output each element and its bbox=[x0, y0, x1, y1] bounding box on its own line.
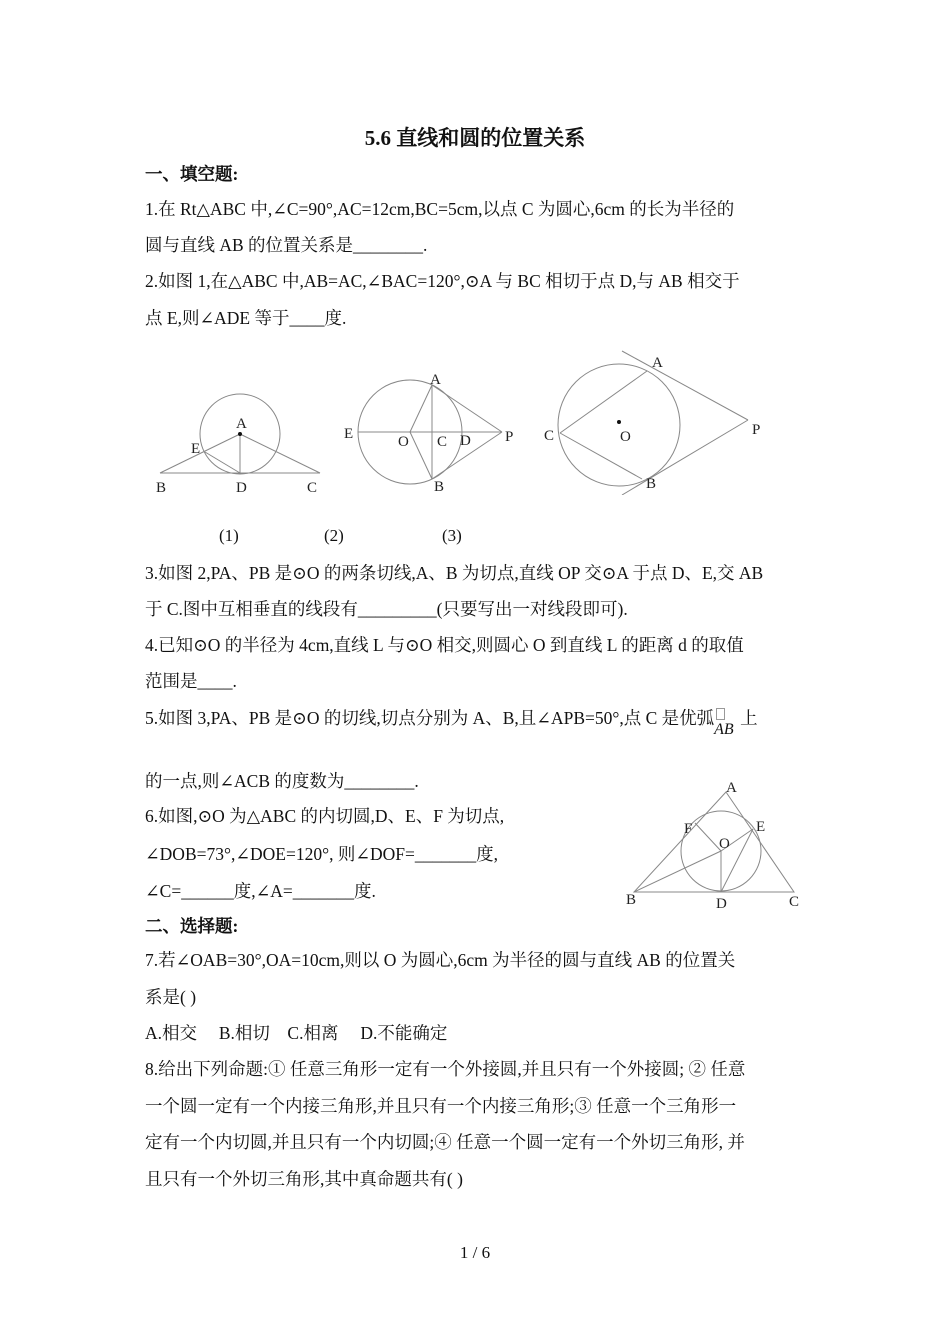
question-7-options: A.相交 B.相切 C.相离 D.不能确定 bbox=[145, 1023, 448, 1043]
fig3-label-b: B bbox=[646, 476, 657, 492]
fig6-line-ob bbox=[634, 851, 721, 892]
fig2-label-a: A bbox=[430, 372, 441, 388]
question-3-line-2: 于 C.图中互相垂直的线段有_________(只要写出一对线段即可). bbox=[145, 599, 628, 619]
fig1-center-dot bbox=[238, 432, 242, 436]
question-8-line-4: 且只有一个外切三角形,其中真命题共有( ) bbox=[145, 1169, 463, 1189]
fig2-label-d: D bbox=[460, 433, 471, 449]
question-5-text-end: 上 bbox=[740, 708, 758, 728]
question-7-line-1: 7.若∠OAB=30°,OA=10cm,则以 O 为圆心,6cm 为半径的圆与直线 AB 的位置关 bbox=[145, 950, 736, 970]
fig6-label-b: B bbox=[626, 892, 637, 908]
question-2-line-1: 2.如图 1,在△ABC 中,AB=AC,∠BAC=120°,⊙A 与 BC 相切于点 D,与 AB 相交于 bbox=[145, 271, 740, 291]
question-6-line-1: 6.如图,⊙O 为△ABC 的内切圆,D、E、F 为切点, bbox=[145, 806, 505, 826]
arc-ab-symbol bbox=[714, 706, 740, 738]
fig3-line-ca bbox=[560, 371, 647, 433]
question-8-line-2: 一个圆一定有一个内接三角形,并且只有一个内接三角形;③ 任意一个三角形一 bbox=[145, 1096, 737, 1116]
fig2-line-oa bbox=[410, 385, 432, 432]
section-heading-choice: 二、选择题: bbox=[145, 916, 239, 936]
question-6-line-3: ∠C=______度,∠A=_______度. bbox=[145, 881, 376, 901]
fig3-label-p: P bbox=[752, 422, 761, 438]
fig2-label-c: C bbox=[437, 434, 448, 450]
fig2-label-b: B bbox=[434, 479, 445, 495]
question-8-line-3: 定有一个内切圆,并且只有一个内切圆;④ 任意一个圆一定有一个外切三角形, 并 bbox=[145, 1132, 745, 1152]
question-1-line-2: 圆与直线 AB 的位置关系是________. bbox=[145, 235, 428, 255]
fig1-label-d: D bbox=[236, 480, 247, 496]
figure-3-caption: (3) bbox=[442, 526, 462, 545]
fig2-line-pa bbox=[432, 385, 502, 432]
question-7-line-2: 系是( ) bbox=[145, 987, 197, 1007]
fig6-label-d: D bbox=[716, 896, 727, 912]
question-4-line-1: 4.已知⊙O 的半径为 4cm,直线 L 与⊙O 相交,则圆心 O 到直线 L 的距离 d 的取值 bbox=[145, 635, 744, 655]
question-5-text: 5.如图 3,PA、PB 是⊙O 的切线,切点分别为 A、B,且∠APB=50°,点 C 是优弧 bbox=[145, 708, 715, 728]
page-title: 5.6 直线和圆的位置关系 bbox=[364, 126, 586, 150]
figure-2 bbox=[340, 366, 530, 500]
question-8-line-1: 8.给出下列命题:① 任意三角形一定有一个外接圆,并且只有一个外接圆; ② 任意 bbox=[145, 1059, 746, 1079]
fig1-label-a: A bbox=[236, 416, 247, 432]
figure-1 bbox=[150, 380, 330, 500]
fig6-line-of bbox=[695, 823, 721, 851]
question-2-line-2: 点 E,则∠ADE 等于____度. bbox=[145, 308, 347, 328]
fig6-label-o: O bbox=[719, 836, 730, 852]
arc-label: AB bbox=[714, 721, 734, 738]
question-5-line-2: 的一点,则∠ACB 的度数为________. bbox=[145, 771, 419, 791]
section-heading-fill-in: 一、填空题: bbox=[145, 164, 239, 184]
figure-2-caption: (2) bbox=[324, 526, 344, 545]
figure-3 bbox=[540, 345, 770, 495]
question-4-line-2: 范围是____. bbox=[145, 671, 237, 691]
fig1-label-c: C bbox=[307, 480, 318, 496]
fig3-label-o: O bbox=[620, 429, 631, 445]
question-1-line-1: 1.在 Rt△ABC 中,∠C=90°,AC=12cm,BC=5cm,以点 C 为圆心,6cm 的长为半径的 bbox=[145, 199, 735, 219]
fig3-center-dot bbox=[617, 420, 621, 424]
figure-6 bbox=[620, 775, 810, 915]
page-number: 1 / 6 bbox=[459, 1243, 491, 1262]
fig1-label-b: B bbox=[156, 480, 167, 496]
fig2-label-o: O bbox=[398, 434, 409, 450]
fig6-label-a: A bbox=[726, 780, 737, 796]
fig6-label-e: E bbox=[756, 819, 766, 835]
fig3-line-pa bbox=[622, 351, 748, 420]
question-3-line-1: 3.如图 2,PA、PB 是⊙O 的两条切线,A、B 为切点,直线 OP 交⊙A 于点 D、E,交 AB bbox=[145, 563, 764, 583]
fig2-line-ob bbox=[410, 432, 432, 479]
fig2-label-e: E bbox=[344, 426, 354, 442]
fig1-label-e: E bbox=[191, 441, 201, 457]
fig3-circle-o bbox=[558, 364, 680, 486]
fig3-line-pb bbox=[622, 420, 748, 495]
fig2-label-p: P bbox=[505, 429, 514, 445]
question-6-line-2: ∠DOB=73°,∠DOE=120°, 则∠DOF=_______度, bbox=[145, 844, 499, 864]
fig6-triangle-abc bbox=[634, 792, 794, 892]
fig3-label-a: A bbox=[652, 355, 663, 371]
question-5-line-1 bbox=[145, 706, 758, 738]
fig6-label-f: F bbox=[684, 821, 693, 837]
fig3-label-c: C bbox=[544, 428, 555, 444]
fig6-label-c: C bbox=[789, 894, 800, 910]
figure-1-caption: (1) bbox=[219, 526, 239, 545]
